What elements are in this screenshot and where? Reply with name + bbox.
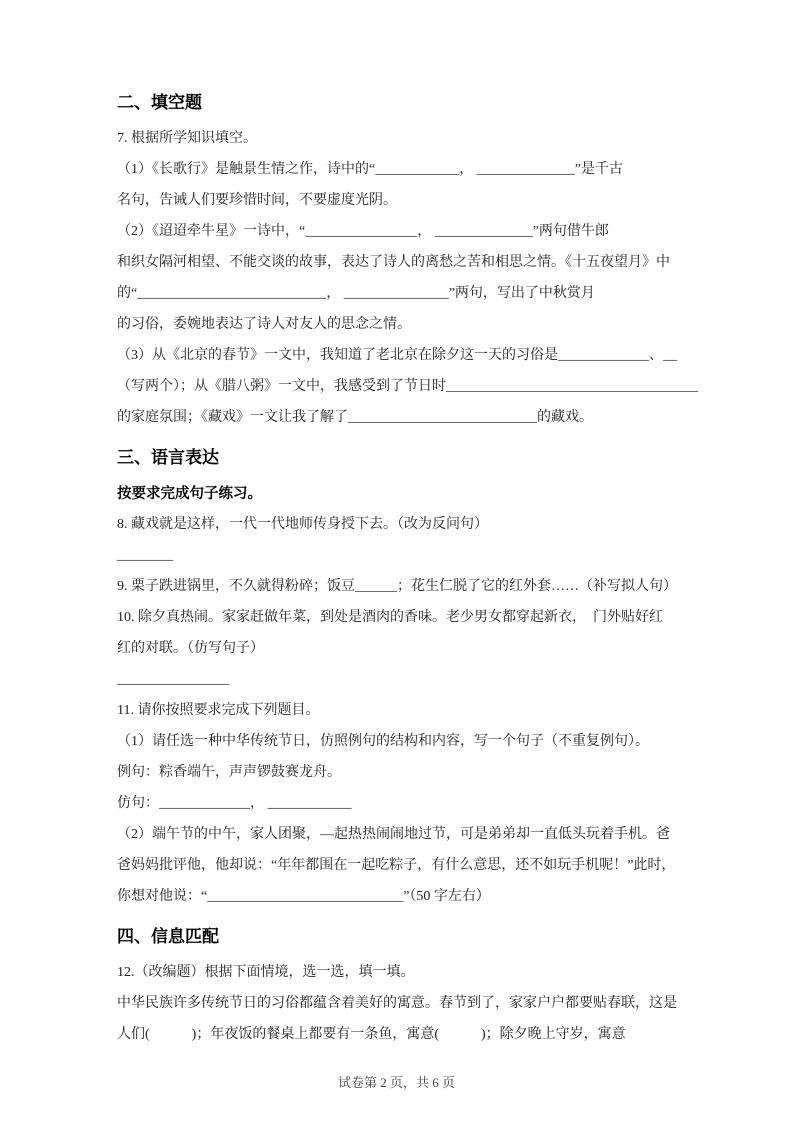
q11-part1-answer-blanks: 仿句：_____________， ____________	[117, 796, 352, 811]
q12-passage-line2: 人们( )；年夜饭的餐桌上都要有一条鱼，寓意( )；除夕晚上守岁，寓意	[117, 1027, 626, 1042]
q7-part3-line2: （写两个）；从《腊八粥》一文中，我感受到了节日时____________________________________	[117, 379, 698, 394]
q7-part1-line1: （1）《长歌行》是触景生情之作，诗中的“____________， ______________”是千古	[117, 162, 623, 177]
q12-stem: 12.（改编题）根据下面情境，选一选，填一填。	[117, 965, 415, 980]
q11-part2-line2: 爸妈妈批评他，他却说：“年年都围在一起吃粽子，有什么意思，还不如玩手机呢！”此时，	[117, 858, 676, 873]
q7-part2-line2: 和织女隔河相望、不能交谈的故事，表达了诗人的离愁之苦和相思之情。《十五夜望月》中	[117, 255, 670, 270]
section-language-expression-directions: 按要求完成句子练习。	[117, 486, 262, 502]
q9-stem: 9. 栗子跌进锅里，不久就得粉碎；饭豆______；花生仁脱了它的红外套……（补写拟人句）	[117, 579, 677, 594]
section-information-matching-heading: 四、信息匹配	[117, 927, 219, 946]
q10-stem-line1: 10. 除夕真热闹。家家赶做年菜，到处是酒肉的香味。老少男女都穿起新衣， 门外贴好红	[117, 610, 663, 625]
q10-stem-line2: 红的对联。（仿写句子）	[117, 641, 264, 656]
q7-part2-line4: 的习俗，委婉地表达了诗人对友人的思念之情。	[117, 317, 411, 332]
q8-answer-blank: ________	[117, 548, 173, 563]
q7-part2-line1: （2）《迢迢牵牛星》一诗中，“________________， ______________”两句借牛郎	[117, 224, 609, 239]
section-language-expression-heading: 三、语言表达	[117, 448, 219, 467]
section-fill-in-blanks-heading: 二、填空题	[117, 93, 202, 112]
q11-part2-line3: 你想对他说：“____________________________”（50 字左右）	[117, 889, 490, 904]
q8-stem: 8. 藏戏就是这样，一代一代地师传身授下去。（改为反问句）	[117, 517, 488, 532]
q11-part2-line1: （2）端午节的中午，家人团聚，—起热热闹闹地过节，可是弟弟却一直低头玩着手机。爸	[117, 827, 670, 842]
q11-part1-stem: （1）请任选一种中华传统节日，仿照例句的结构和内容，写一个句子（不重复例句）。	[117, 734, 649, 749]
q7-part3-line1: （3）从《北京的春节》一文中，我知道了老北京在除夕这一天的习俗是_____________、__	[117, 348, 677, 363]
q10-answer-blank: ________________	[117, 672, 229, 687]
q7-part1-line2: 名句，告诫人们要珍惜时间，不要虚度光阴。	[117, 193, 397, 208]
page-footer: 试卷第 2 页，共 6 页	[337, 1075, 455, 1090]
q7-stem: 7. 根据所学知识填空。	[117, 131, 257, 146]
q7-part2-line3: 的“___________________________， _______________”两句，写出了中秋赏月	[117, 286, 595, 301]
q12-passage-line1: 中华民族许多传统节日的习俗都蕴含着美好的寓意。春节到了，家家户户都要贴春联，这是	[117, 996, 677, 1011]
q11-part1-example: 例句：粽香端午，声声锣鼓赛龙舟。	[117, 765, 341, 780]
q11-stem: 11. 请你按照要求完成下列题目。	[117, 703, 320, 718]
q7-part3-line3: 的家庭氛围；《藏戏》一文让我了解了___________________________的藏戏。	[117, 410, 593, 425]
